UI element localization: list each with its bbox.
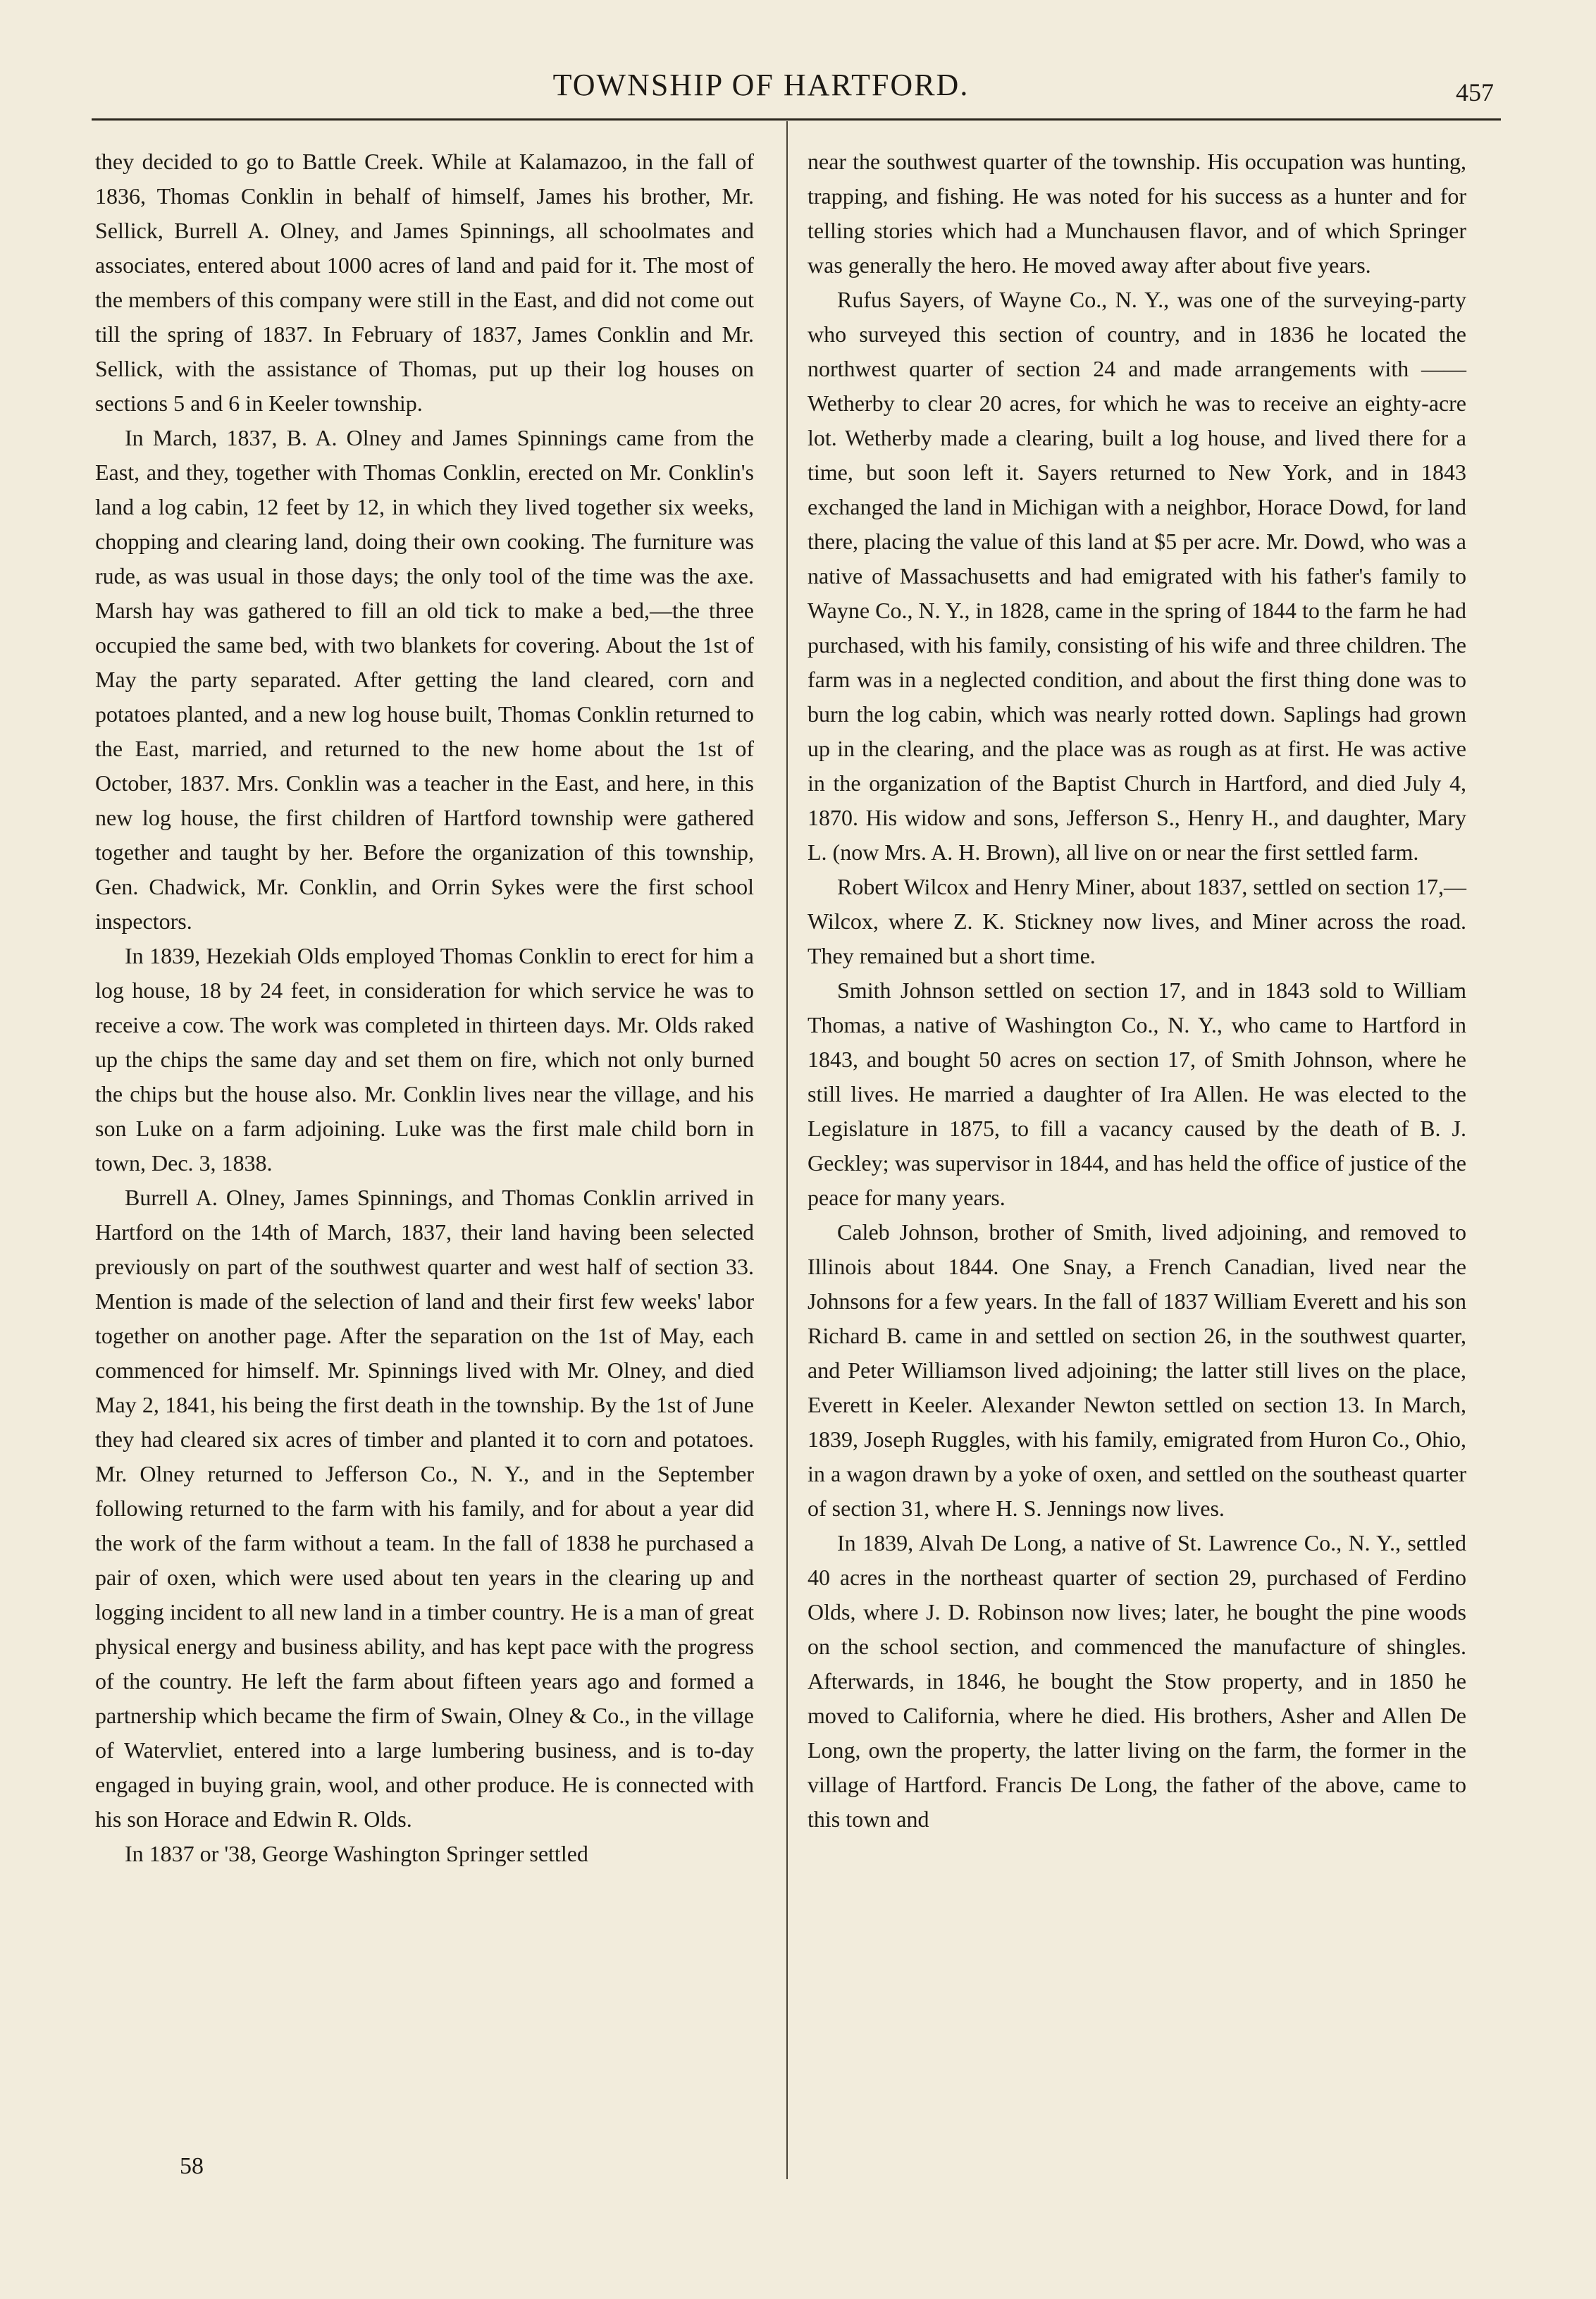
paragraph: Rufus Sayers, of Wayne Co., N. Y., was one of the surveying-party who surveyed this section of country, and in 1836 he located the northwest quarter of section 24 and made arrangements with —— Wetherby to clear 20 acres, for which he was to receive an eighty-acre lot. Wetherby made a clearing, built a log house, and lived there for a time, but soon left it. Sayers returned to New York, and in 1843 exchanged the land in Michigan with a neighbor, Horace Dowd, for land there, placing the value of this land at $5 per acre. Mr. Dowd, who was a native of Massachusetts and had emigrated with his father's family to Wayne Co., N. Y., in 1828, came in the spring of 1844 to the farm he had purchased, with his family, consisting of his wife and three children. The farm was in a neglected condition, and about the first thing done was to burn the log cabin, which was nearly rotted down. Saplings had grown up in the clearing, and the place was as rough as at first. He was active in the organization of the Baptist Church in Hartford, and died July 4, 1870. His widow and sons, Jefferson S., Henry H., and daughter, Mary L. (now Mrs. A. H. Brown), all live on or near the first settled farm. (808, 287, 1466, 865)
running-title: TOWNSHIP OF HARTFORD. (552, 68, 970, 102)
paragraph: Caleb Johnson, brother of Smith, lived adjoining, and removed to Illinois about 1844. One Snay, a French Canadian, lived near the Johnsons for a few years. In the fall of 1837 William Everett and his son Richard B. came in and settled on section 26, in the southwest quarter, and Peter Williamson lived adjoining; the latter still lives on the place, Everett in Keeler. Alexander Newton settled on section 13. In March, 1839, Joseph Ruggles, with his family, emigrated from Huron Co., Ohio, in a wagon drawn by a yoke of oxen, and settled on the southeast quarter of section 31, where H. S. Jennings now lives. (808, 1219, 1466, 1521)
signature-mark: 58 (180, 2153, 204, 2179)
header-rule (92, 118, 1501, 121)
paragraph: Robert Wilcox and Henry Miner, about 1837, settled on section 17,—Wilcox, where Z. K. Stickney now lives, and Miner across the road. They remained but a short time. (808, 874, 1466, 968)
paragraph: In 1837 or '38, George Washington Springer settled (125, 1841, 588, 1866)
left-column (95, 144, 754, 1871)
paragraph: near the southwest quarter of the township. His occupation was hunting, trapping, and fishing. He was noted for his success as a hunter and for telling stories which had a Munchausen flavor, and of which Springer was generally the hero. He moved away after about five years. (808, 149, 1466, 278)
paragraph: In 1839, Alvah De Long, a native of St. Lawrence Co., N. Y., settled 40 acres in the northeast quarter of section 29, purchased of Ferdino Olds, where J. D. Robinson now lives; later, he bought the pine woods on the school section, and commenced the manufacture of shingles. Afterwards, in 1846, he bought the Stow property, and in 1850 he moved to California, where he died. His brothers, Asher and Allen De Long, own the property, the latter living on the farm, the former in the village of Hartford. Francis De Long, the father of the above, came to this town and (808, 1530, 1466, 1832)
page-number: 457 (1456, 78, 1494, 106)
right-column (808, 144, 1466, 1837)
paragraph: In March, 1837, B. A. Olney and James Spinnings came from the East, and they, together with Thomas Conklin, erected on Mr. Conklin's land a log cabin, 12 feet by 12, in which they lived together six weeks, chopping and clearing land, doing their own cooking. The furniture was rude, as was usual in those days; the only tool of the time was the axe. Marsh hay was gathered to fill an old tick to make a bed,—the three occupied the same bed, with two blankets for covering. About the 1st of May the party separated. After getting the land cleared, corn and potatoes planted, and a new log house built, Thomas Conklin returned to the East, married, and returned to the new home about the 1st of October, 1837. Mrs. Conklin was a teacher in the East, and here, in this new log house, the first children of Hartford township were gathered together and taught by her. Before the organization of this township, Gen. Chadwick, Mr. Conklin, and Orrin Sykes were the first school inspectors. (95, 425, 754, 934)
paragraph: they decided to go to Battle Creek. While at Kalamazoo, in the fall of 1836, Thomas Conklin in behalf of himself, James his brother, Mr. Sellick, Burrell A. Olney, and James Spinnings, all schoolmates and associates, entered about 1000 acres of land and paid for it. The most of the members of this company were still in the East, and did not come out till the spring of 1837. In February of 1837, James Conklin and Mr. Sellick, with the assistance of Thomas, put up their log houses on sections 5 and 6 in Keeler township. (95, 149, 754, 416)
column-divider (786, 121, 788, 2179)
paragraph: In 1839, Hezekiah Olds employed Thomas Conklin to erect for him a log house, 18 by 24 feet, in consideration for which service he was to receive a cow. The work was completed in thirteen days. Mr. Olds raked up the chips the same day and set them on fire, which not only burned the chips but the house also. Mr. Conklin lives near the village, and his son Luke on a farm adjoining. Luke was the first male child born in town, Dec. 3, 1838. (95, 943, 754, 1176)
paragraph: Burrell A. Olney, James Spinnings, and Thomas Conklin arrived in Hartford on the 14th of March, 1837, their land having been selected previously on part of the southwest quarter and west half of section 33. Mention is made of the selection of land and their first few weeks' labor together on another page. After the separation on the 1st of May, each commenced for himself. Mr. Spinnings lived with Mr. Olney, and died May 2, 1841, his being the first death in the township. By the 1st of June they had cleared six acres of timber and planted it to corn and potatoes. Mr. Olney returned to Jefferson Co., N. Y., and in the September following returned to the farm with his family, and for about a year did the work of the farm without a team. In the fall of 1838 he purchased a pair of oxen, which were used about ten years in the clearing up and logging incident to all new land in a timber country. He is a man of great physical energy and business ability, and has kept pace with the progress of the country. He left the farm about fifteen years ago and formed a partnership which became the firm of Swain, Olney & Co., in the village of Watervliet, entered into a large lumbering business, and is to-day engaged in buying grain, wool, and other produce. He is connected with his son Horace and Edwin R. Olds. (95, 1185, 754, 1832)
paragraph: Smith Johnson settled on section 17, and in 1843 sold to William Thomas, a native of Washington Co., N. Y., who came to Hartford in 1843, and bought 50 acres on section 17, of Smith Johnson, where he still lives. He married a daughter of Ira Allen. He was elected to the Legislature in 1875, to fill a vacancy caused by the death of B. J. Geckley; was supervisor in 1844, and has held the office of justice of the peace for many years. (808, 978, 1466, 1210)
